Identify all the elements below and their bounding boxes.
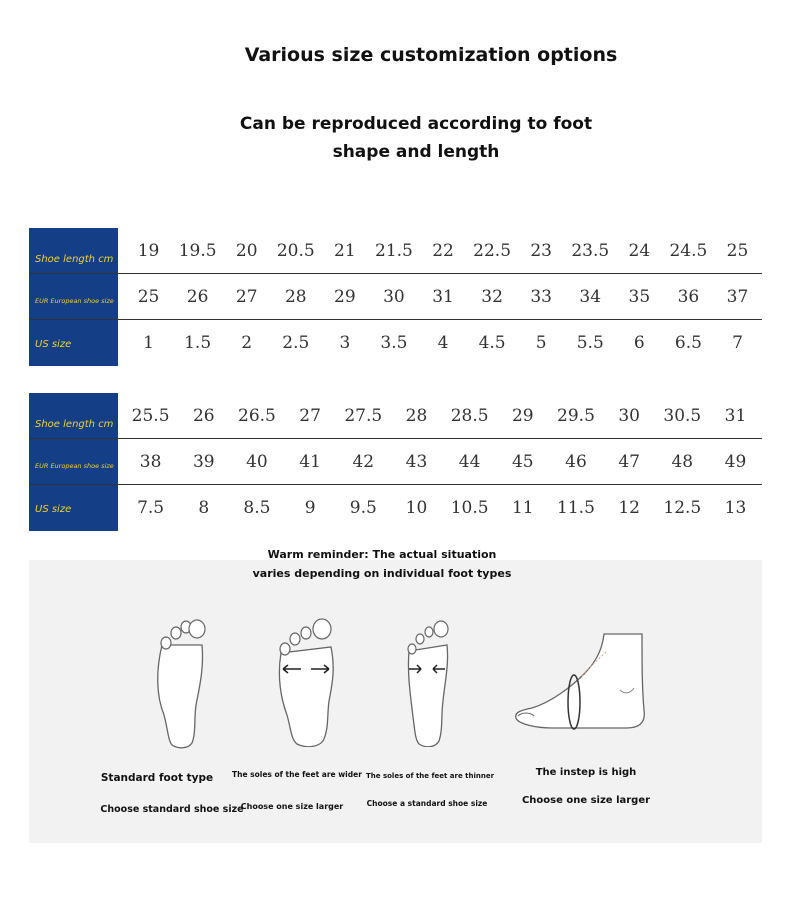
table-cell: 11 <box>511 498 534 518</box>
table-row-us-size <box>29 485 762 531</box>
table-cell: 1.5 <box>184 333 212 353</box>
table-cell: 33 <box>530 286 552 307</box>
table-cell: 29 <box>334 286 356 307</box>
table-cell: 41 <box>299 451 321 472</box>
table-row-eur-size <box>29 439 762 485</box>
table-cell: 5 <box>535 333 547 353</box>
table-cell: 27 <box>299 405 321 426</box>
table-cell: 31 <box>432 286 454 307</box>
table-cell: 27 <box>235 286 258 307</box>
row-label-eur-size: EUR European shoe size <box>29 274 118 319</box>
table-row-shoe-length <box>29 228 762 274</box>
table-cell: 25 <box>726 240 749 261</box>
table-cell: 21.5 <box>375 240 413 261</box>
table-cell: 49 <box>724 451 747 472</box>
table-cell: 6 <box>633 333 645 353</box>
row-values <box>118 274 762 319</box>
table-cell: 7 <box>732 333 743 353</box>
foot-advice-standard: Choose standard shoe size <box>100 804 244 815</box>
table-cell: 4.5 <box>478 333 506 353</box>
table-cell: 21 <box>334 240 356 261</box>
table-cell: 9.5 <box>349 498 377 518</box>
table-cell: 8.5 <box>243 498 271 518</box>
table-row-eur-size <box>29 274 762 320</box>
warm-reminder <box>0 545 764 583</box>
foot-advice-thin: Choose a standard shoe size <box>366 799 488 808</box>
table-cell: 40 <box>246 451 268 472</box>
row-values <box>118 228 762 273</box>
subtitle-line-1: Can be reproduced according to foot <box>239 114 593 134</box>
table-cell: 45 <box>511 451 534 472</box>
row-label-eur-size: EUR European shoe size <box>29 439 118 484</box>
table-cell: 31 <box>724 405 747 426</box>
table-cell: 26.5 <box>238 405 276 426</box>
row-label-shoe-length: Shoe length cm <box>29 393 118 438</box>
table-cell: 30.5 <box>663 405 702 426</box>
foot-type-thin: The soles of the feet are thinner <box>366 772 495 780</box>
table-cell: 38 <box>139 451 162 472</box>
size-table-1 <box>29 228 762 366</box>
table-cell: 22 <box>432 240 454 261</box>
high-instep-foot-icon <box>512 632 650 734</box>
table-cell: 12 <box>618 498 640 518</box>
table-cell: 11.5 <box>557 498 595 518</box>
page-title: Various size customization options <box>244 44 618 66</box>
table-cell: 4 <box>437 333 449 353</box>
table-cell: 2.5 <box>282 333 310 353</box>
table-cell: 23 <box>530 240 552 261</box>
wide-foot-icon <box>275 617 337 747</box>
table-cell: 1 <box>143 333 154 353</box>
table-cell: 20.5 <box>276 240 315 261</box>
table-cell: 30 <box>383 286 405 307</box>
table-cell: 36 <box>677 286 700 307</box>
table-cell: 24 <box>628 240 651 261</box>
table-cell: 13 <box>724 498 747 518</box>
table-cell: 6.5 <box>674 333 702 353</box>
reminder-line-2: varies depending on individual foot types <box>252 567 512 580</box>
table-cell: 34 <box>579 286 602 307</box>
table-cell: 29.5 <box>557 405 595 426</box>
table-cell: 3.5 <box>380 333 408 353</box>
table-cell: 43 <box>405 451 428 472</box>
table-cell: 25.5 <box>131 405 170 426</box>
table-cell: 10 <box>405 498 428 518</box>
reminder-line-1: Warm reminder: The actual situation <box>267 548 497 561</box>
table-cell: 12.5 <box>663 498 702 518</box>
table-cell: 7.5 <box>137 498 165 518</box>
table-cell: 46 <box>565 451 587 472</box>
page-subtitle <box>0 110 790 166</box>
table-cell: 25 <box>137 286 160 307</box>
table-row-shoe-length <box>29 393 762 439</box>
thin-foot-icon <box>403 617 453 747</box>
standard-foot-icon <box>150 615 210 750</box>
table-cell: 29 <box>511 405 534 426</box>
table-cell: 27.5 <box>344 405 383 426</box>
table-cell: 19 <box>137 240 160 261</box>
row-values <box>118 320 762 366</box>
table-cell: 5.5 <box>576 333 604 353</box>
foot-type-standard: Standard foot type <box>100 772 214 784</box>
table-cell: 26 <box>186 286 209 307</box>
table-cell: 44 <box>458 451 481 472</box>
row-values <box>118 485 762 531</box>
table-cell: 28 <box>405 405 428 426</box>
table-cell: 47 <box>618 451 640 472</box>
table-cell: 37 <box>726 286 749 307</box>
table-cell: 32 <box>481 286 503 307</box>
foot-advice-wide: Choose one size larger <box>240 802 344 811</box>
row-label-us-size: US size <box>29 485 118 531</box>
table-row-us-size <box>29 320 762 366</box>
row-label-shoe-length: Shoe length cm <box>29 228 118 273</box>
row-values <box>118 393 762 438</box>
table-cell: 42 <box>352 451 375 472</box>
row-label-us-size: US size <box>29 320 118 366</box>
table-cell: 22.5 <box>473 240 512 261</box>
table-cell: 28 <box>284 286 307 307</box>
table-cell: 30 <box>618 405 640 426</box>
table-cell: 35 <box>628 286 651 307</box>
table-cell: 28.5 <box>450 405 489 426</box>
foot-type-wide: The soles of the feet are wider <box>232 770 362 779</box>
table-cell: 48 <box>671 451 694 472</box>
foot-advice-high-instep: Choose one size larger <box>521 795 651 806</box>
size-table-2 <box>29 393 762 531</box>
row-values <box>118 439 762 484</box>
table-cell: 19.5 <box>178 240 217 261</box>
table-cell: 26 <box>192 405 215 426</box>
table-cell: 23.5 <box>571 240 610 261</box>
table-cell: 39 <box>192 451 215 472</box>
table-cell: 2 <box>241 333 253 353</box>
foot-type-high-instep: The instep is high <box>535 767 637 778</box>
table-cell: 3 <box>339 333 351 353</box>
table-cell: 9 <box>304 498 316 518</box>
table-cell: 24.5 <box>669 240 708 261</box>
table-cell: 10.5 <box>450 498 489 518</box>
subtitle-line-2: shape and length <box>332 142 500 162</box>
table-cell: 8 <box>198 498 210 518</box>
table-cell: 20 <box>235 240 258 261</box>
